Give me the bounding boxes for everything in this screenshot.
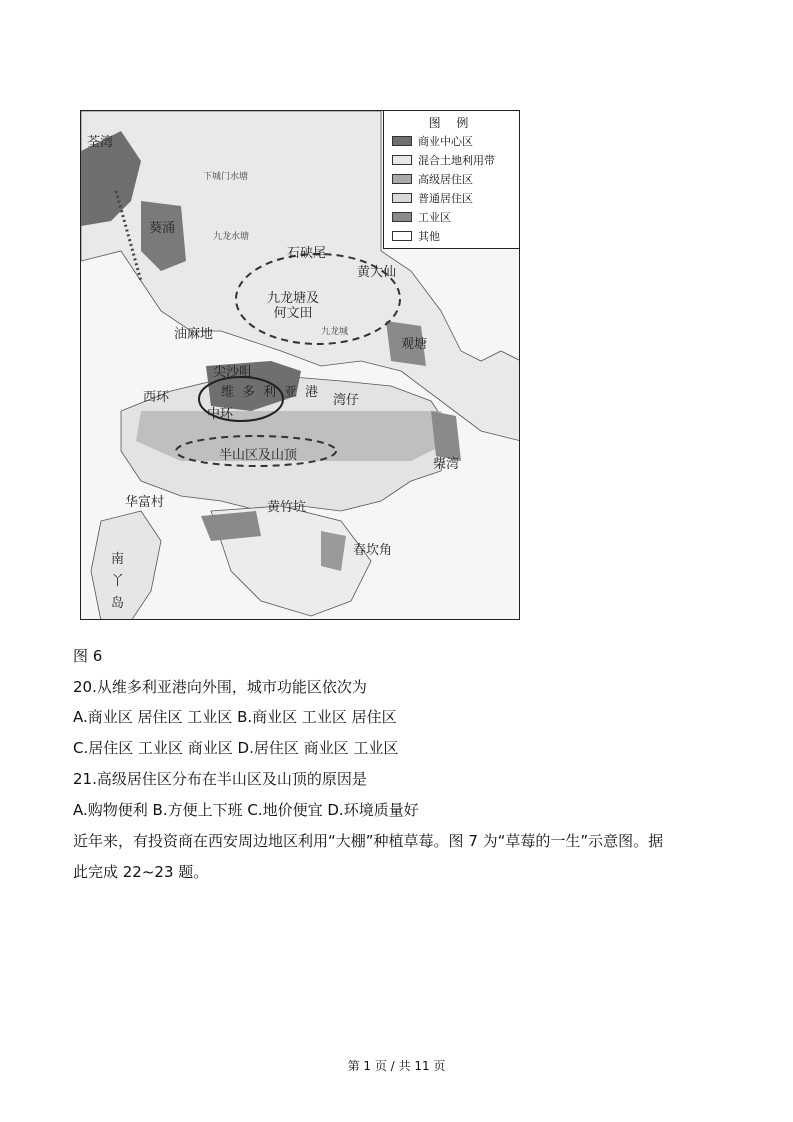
question-20-options-cd: C.居住区 工业区 商业区 D.居住区 商业区 工业区 [73,739,399,757]
legend-item [392,226,519,245]
legend-swatch [392,231,412,241]
map-legend [383,111,519,249]
place-label: 黄大仙 [357,265,397,280]
legend-swatch [392,174,412,184]
place-label: 观塘 [401,337,428,352]
place-label: 九龙城 [321,327,349,337]
place-label: 黄竹坑 [267,500,307,515]
legend-title: 图 例 [428,116,475,130]
legend-item [392,207,519,226]
question-20-stem: 20.从维多利亚港向外围，城市功能区依次为 [73,678,367,696]
legend-swatch [392,193,412,203]
legend-label: 商业中心区 [418,134,473,148]
place-label: 油麻地 [174,327,214,342]
place-label: 南丫岛 [111,552,125,611]
place-label: 中环 [207,407,234,422]
legend-swatch [392,212,412,222]
legend-swatch [392,155,412,165]
place-label: 石硖尾 [287,246,327,261]
place-label: 柴湾 [433,457,460,472]
intro-line-2: 此完成 22~23 题。 [73,863,209,881]
place-label: 华富村 [125,495,165,510]
page-footer: 第 1 页 / 共 11 页 [347,1059,446,1073]
legend-item [392,150,519,169]
legend-item [392,131,519,150]
hong-kong-land-use-map [80,110,520,620]
place-label: 西环 [143,390,170,405]
place-label: 春坎角 [353,543,393,558]
legend-label: 工业区 [418,210,451,224]
place-label: 维多利亚港 [221,385,327,400]
place-label: 半山区及山顶 [219,448,298,463]
legend-label: 其他 [418,229,440,243]
place-label: 尖沙咀 [213,365,253,380]
legend-label: 普通居住区 [418,191,473,205]
wong-chuk-hang-zone [201,511,261,541]
legend-label: 混合土地利用带 [418,153,495,167]
place-label: 下城门水塘 [203,172,249,182]
place-label: 湾仔 [333,393,360,408]
question-21-stem: 21.高级居住区分布在半山区及山顶的原因是 [73,770,367,788]
legend-swatch [392,136,412,146]
legend-item [392,169,519,188]
place-label: 九龙塘及何文田 [266,291,319,321]
place-label: 葵涌 [149,221,176,236]
question-20-options-ab: A.商业区 居住区 工业区 B.商业区 工业区 居住区 [73,708,397,726]
legend-item [392,188,519,207]
legend-label: 高级居住区 [418,172,473,186]
question-21-options: A.购物便利 B.方便上下班 C.地价便宜 D.环境质量好 [73,801,419,819]
place-label: 荃湾 [87,135,114,150]
intro-line-1: 近年来，有投资商在西安周边地区利用“大棚”种植草莓。图 7 为“草莓的一生”示意图。据 [73,832,664,850]
place-label: 九龙水塘 [213,232,250,242]
figure-caption: 图 6 [73,647,103,665]
